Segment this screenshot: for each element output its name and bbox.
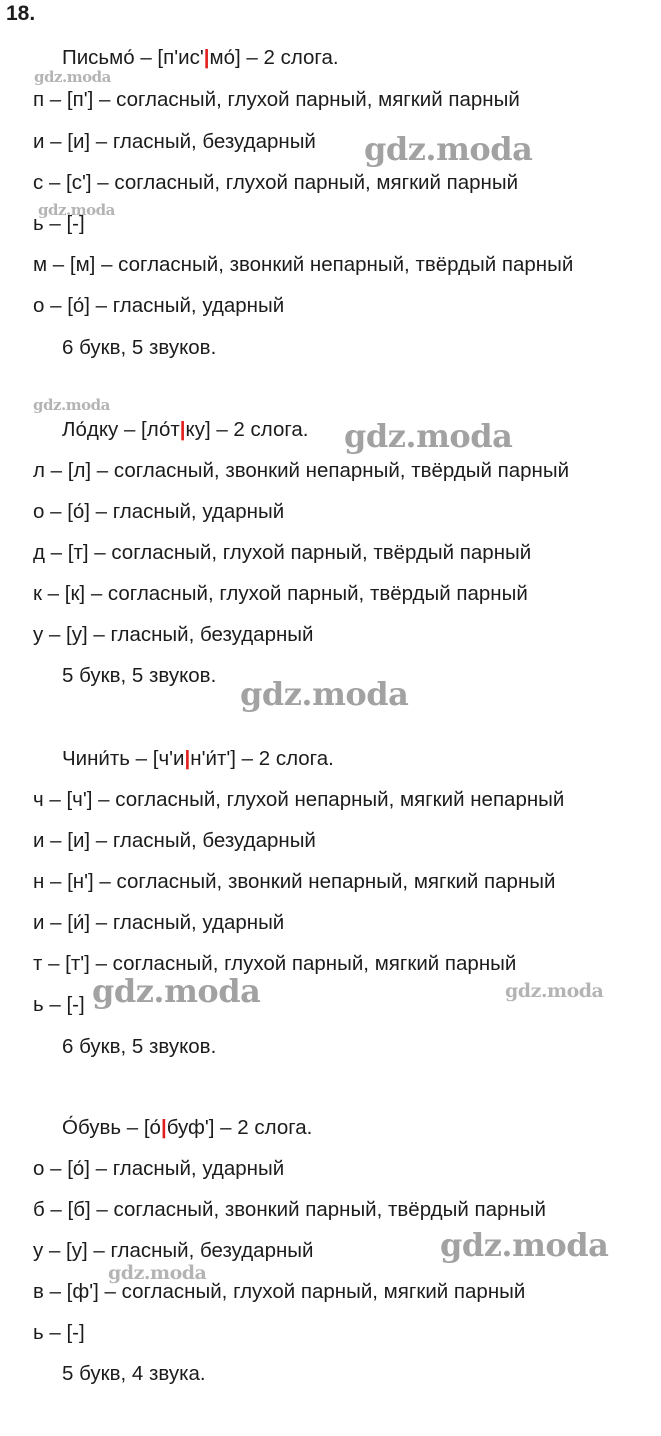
letter-analysis-line: о – [о́] – гласный, ударный	[33, 500, 285, 523]
word: Ло́дку	[62, 418, 119, 441]
watermark: gdz.moda	[108, 1262, 207, 1284]
exercise-number: 18.	[6, 2, 36, 25]
watermark: gdz.moda	[33, 396, 110, 414]
watermark: gdz.moda	[505, 980, 604, 1002]
syllable-divider: |	[179, 418, 186, 441]
letter-analysis-line: п – [п'] – согласный, глухой парный, мягкий парный	[33, 88, 520, 111]
watermark: gdz.moda	[38, 201, 115, 219]
letter-sound-summary: 6 букв, 5 звуков.	[62, 336, 217, 359]
transcription-end: н'и́т'] – 2 слога.	[190, 747, 334, 770]
letter-analysis-line: у – [у] – гласный, безударный	[33, 1239, 314, 1262]
letter-analysis-line: о – [о́] – гласный, ударный	[33, 1157, 285, 1180]
word-heading	[62, 46, 339, 70]
watermark: gdz.moda	[92, 972, 261, 1010]
syllable-divider: |	[203, 46, 210, 69]
letter-analysis-line: ь – [-]	[33, 212, 85, 235]
transcription-start: – [о́	[121, 1116, 161, 1139]
letter-analysis-line: м – [м] – согласный, звонкий непарный, твёрдый парный	[33, 253, 574, 276]
letter-analysis-line: ь – [-]	[33, 1321, 85, 1344]
letter-analysis-line: к – [к] – согласный, глухой парный, твёрдый парный	[33, 582, 528, 605]
letter-analysis-line: т – [т'] – согласный, глухой парный, мягкий парный	[33, 952, 517, 975]
letter-analysis-line: ч – [ч'] – согласный, глухой непарный, мягкий непарный	[33, 788, 565, 811]
letter-analysis-line: у – [у] – гласный, безударный	[33, 623, 314, 646]
letter-analysis-line: о – [о́] – гласный, ударный	[33, 294, 285, 317]
watermark: gdz.moda	[240, 675, 409, 713]
letter-analysis-line: и – [и] – гласный, безударный	[33, 130, 316, 153]
word-heading	[62, 1116, 312, 1140]
transcription-end: ку] – 2 слога.	[185, 418, 309, 441]
letter-analysis-line: с – [с'] – согласный, глухой парный, мягкий парный	[33, 171, 519, 194]
syllable-divider: |	[160, 1116, 167, 1139]
letter-analysis-line: н – [н'] – согласный, звонкий непарный, мягкий парный	[33, 870, 556, 893]
transcription-end: буф'] – 2 слога.	[166, 1116, 313, 1139]
letter-analysis-line: б – [б] – согласный, звонкий парный, твёрдый парный	[33, 1198, 546, 1221]
watermark: gdz.moda	[364, 130, 533, 168]
letter-analysis-line: и – [и] – гласный, безударный	[33, 829, 316, 852]
word-heading	[62, 418, 309, 442]
watermark: gdz.moda	[34, 68, 111, 86]
letter-analysis-line: в – [ф'] – согласный, глухой парный, мягкий парный	[33, 1280, 526, 1303]
syllable-divider: |	[184, 747, 191, 770]
transcription-start: – [ло́т	[118, 418, 180, 441]
transcription-start: – [п'ис'	[134, 46, 204, 69]
word: Чини́ть	[62, 747, 130, 770]
watermark: gdz.moda	[440, 1226, 609, 1264]
transcription-end: мо́] – 2 слога.	[209, 46, 339, 69]
word-heading	[62, 747, 334, 771]
word: О́бувь	[62, 1116, 122, 1139]
letter-sound-summary: 5 букв, 5 звуков.	[62, 664, 217, 687]
transcription-start: – [ч'и	[129, 747, 185, 770]
letter-analysis-line: д – [т] – согласный, глухой парный, твёрдый парный	[33, 541, 532, 564]
letter-sound-summary: 6 букв, 5 звуков.	[62, 1035, 217, 1058]
letter-analysis-line: и – [и́] – гласный, ударный	[33, 911, 285, 934]
letter-analysis-line: ь – [-]	[33, 993, 85, 1016]
letter-analysis-line: л – [л] – согласный, звонкий непарный, твёрдый парный	[33, 459, 570, 482]
letter-sound-summary: 5 букв, 4 звука.	[62, 1362, 206, 1385]
watermark: gdz.moda	[344, 417, 513, 455]
word: Письмо́	[62, 46, 135, 69]
